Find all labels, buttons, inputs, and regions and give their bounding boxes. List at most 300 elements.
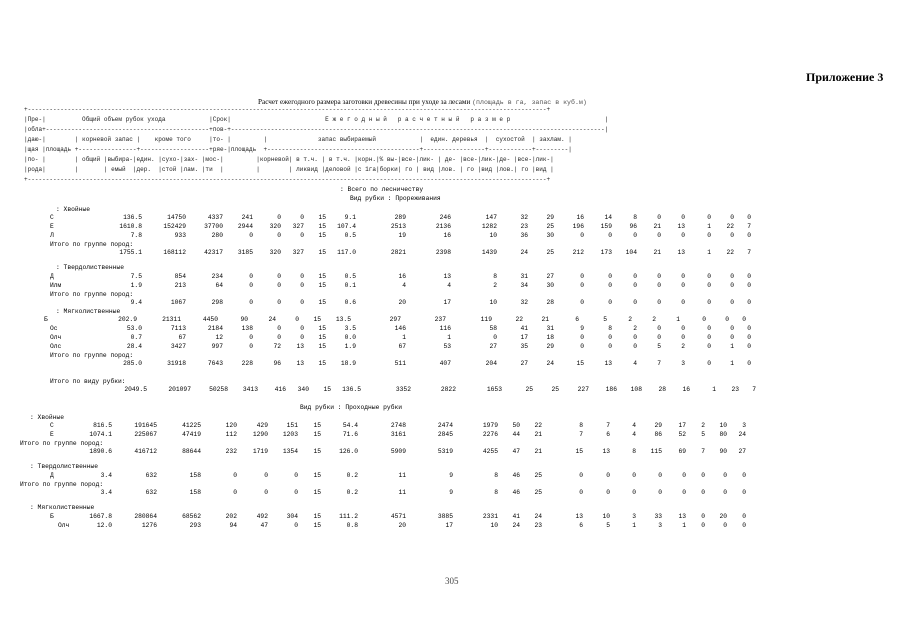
table-cell: 227: [577, 386, 589, 393]
table-cell: 10: [719, 422, 727, 429]
table-cell: 3: [742, 422, 746, 429]
table-cell: 0: [681, 334, 685, 341]
table-cell: 1276: [141, 522, 157, 529]
table-cell: 7: [606, 422, 610, 429]
table-cell: 340: [297, 386, 309, 393]
species-code: Д: [50, 472, 54, 479]
table-cell: 204: [485, 360, 497, 367]
table-cell: 15: [313, 489, 321, 496]
table-cell: 0: [730, 273, 734, 280]
table-cell: 69: [678, 448, 686, 455]
table-cell: 1203: [282, 431, 298, 438]
table-cell: 24: [546, 360, 554, 367]
table-cell: 50: [512, 422, 520, 429]
table-cell: 0: [300, 325, 304, 332]
table-cell: 24: [268, 316, 276, 323]
table-cell: 2: [628, 316, 632, 323]
table-cell: 0: [747, 360, 751, 367]
table-cell: 21: [534, 431, 542, 438]
table-cell: 15: [318, 214, 326, 221]
table-cell: 107.4: [337, 223, 356, 230]
table-cell: 0: [233, 489, 237, 496]
table-cell: 0: [730, 299, 734, 306]
table-cell: 2: [493, 282, 497, 289]
table-cell: 2845: [437, 431, 453, 438]
table-cell: 9: [449, 472, 453, 479]
table-cell: 854: [174, 273, 186, 280]
table-cell: 202: [225, 513, 237, 520]
table-cell: 213: [174, 282, 186, 289]
table-cell: 80: [719, 431, 727, 438]
table-cell: 23: [534, 522, 542, 529]
table-cell: 50258: [209, 386, 228, 393]
table-cell: 2: [701, 422, 705, 429]
table-cell: 0: [657, 299, 661, 306]
table-cell: 0: [742, 489, 746, 496]
table-cell: 90: [719, 448, 727, 455]
table-cell: 1.9: [130, 282, 142, 289]
table-cell: 0: [701, 472, 705, 479]
table-cell: 67: [178, 334, 186, 341]
table-cell: 32: [520, 299, 528, 306]
table-cell: 0: [723, 522, 727, 529]
table-cell: 2944: [237, 223, 253, 230]
table-cell: 0: [682, 489, 686, 496]
table-cell: 1890.6: [89, 448, 112, 455]
table-cell: 21: [653, 223, 661, 230]
table-cell: 320: [269, 249, 281, 256]
table-cell: 4337: [207, 214, 223, 221]
table-cell: 120: [225, 422, 237, 429]
species-code: Б: [44, 316, 48, 323]
group-total-row: [50, 447, 850, 456]
table-cell: 15: [318, 325, 326, 332]
table-cell: 37700: [204, 223, 223, 230]
table-cell: 0: [249, 299, 253, 306]
table-row: [50, 430, 850, 439]
table-cell: 22: [726, 223, 734, 230]
table-cell: 0: [264, 472, 268, 479]
table-cell: 0: [681, 282, 685, 289]
header-line: |Пре-| Общий объем рубок ухода |Срок| Е ж е г о д н ы й р а с ч е т н ы й р а з м е р |: [24, 116, 609, 123]
table-cell: 0: [681, 273, 685, 280]
table-cell: 632: [145, 489, 157, 496]
table-cell: 15: [313, 448, 321, 455]
table-cell: 0: [742, 472, 746, 479]
table-cell: 90: [240, 316, 248, 323]
table-cell: 0: [606, 489, 610, 496]
table-cell: 0: [633, 343, 637, 350]
table-cell: 34: [520, 282, 528, 289]
table-cell: 0: [730, 282, 734, 289]
table-cell: 0: [657, 325, 661, 332]
table-cell: 0: [747, 334, 751, 341]
species-code: Л: [50, 232, 54, 239]
group-total-row: [50, 248, 850, 257]
group-total-label: Итого по группе пород:: [50, 352, 134, 359]
section-all-forestry: : Всего по лесничеству: [340, 186, 424, 193]
table-cell: 0: [633, 232, 637, 239]
table-cell: 4255: [482, 448, 498, 455]
table-cell: 0: [633, 334, 637, 341]
table-cell: 1: [730, 343, 734, 350]
table-cell: 3.4: [100, 472, 112, 479]
table-cell: 86: [654, 431, 662, 438]
table-cell: 0: [580, 334, 584, 341]
table-cell: 280: [211, 232, 223, 239]
table-cell: 234: [211, 273, 223, 280]
table-cell: 41: [520, 325, 528, 332]
table-cell: 5: [603, 316, 607, 323]
table-cell: 15: [318, 334, 326, 341]
table-cell: 146: [394, 325, 406, 332]
table-cell: 0: [580, 299, 584, 306]
table-row: [50, 521, 850, 530]
table-cell: 0: [277, 334, 281, 341]
species-code: Е: [50, 223, 54, 230]
table-cell: 159: [600, 223, 612, 230]
group-total-label: Итого по группе пород:: [20, 440, 104, 447]
table-cell: 9.1: [344, 214, 356, 221]
group-total-label: Итого по группе пород:: [50, 291, 134, 298]
table-cell: 0: [707, 232, 711, 239]
group-total-row: [50, 488, 850, 497]
table-cell: 22: [515, 316, 523, 323]
table-cell: 0: [633, 273, 637, 280]
table-cell: 0: [300, 214, 304, 221]
table-cell: 7.8: [130, 232, 142, 239]
table-cell: 0: [681, 325, 685, 332]
table-cell: 28.4: [126, 343, 142, 350]
table-cell: 35: [520, 343, 528, 350]
group-total-label: Итого по группе пород:: [50, 241, 134, 248]
group-total-row: [50, 298, 850, 307]
table-cell: 33: [654, 513, 662, 520]
table-cell: 4571: [390, 513, 406, 520]
header-line: |рода| | | емый |дер. |стой |лам. |ти | | | ликвид |деловой |с 1га|борки| го | вид |лов. | го |вид |лов.| го |вид |: [24, 166, 554, 173]
table-cell: 327: [292, 223, 304, 230]
table-cell: 4: [632, 422, 636, 429]
table-cell: 12.0: [96, 522, 112, 529]
table-cell: 0: [747, 325, 751, 332]
table-cell: 21: [541, 316, 549, 323]
table-cell: 7: [701, 448, 705, 455]
table-cell: 10: [489, 232, 497, 239]
table-cell: 96: [273, 360, 281, 367]
table-cell: 0: [580, 343, 584, 350]
table-cell: 8: [494, 472, 498, 479]
table-cell: 0: [277, 232, 281, 239]
table-cell: 0: [747, 232, 751, 239]
table-cell: 0: [657, 282, 661, 289]
table-cell: 1439: [481, 249, 497, 256]
table-cell: 13: [296, 360, 304, 367]
table-cell: 13: [443, 273, 451, 280]
table-cell: 15: [313, 431, 321, 438]
table-cell: 13: [678, 513, 686, 520]
table-cell: 19: [398, 232, 406, 239]
table-cell: 13: [604, 360, 612, 367]
table-cell: 0: [702, 316, 706, 323]
table-cell: 71.6: [342, 431, 358, 438]
table-cell: 7: [752, 386, 756, 393]
table-cell: 17: [520, 334, 528, 341]
table-cell: 1290: [252, 431, 268, 438]
table-cell: 0: [608, 273, 612, 280]
table-cell: 15: [313, 513, 321, 520]
table-cell: 27: [520, 360, 528, 367]
table-cell: 0: [294, 522, 298, 529]
table-cell: 31: [520, 273, 528, 280]
table-cell: 0: [707, 299, 711, 306]
table-cell: 13: [575, 513, 583, 520]
table-cell: 24: [738, 431, 746, 438]
table-cell: 46: [512, 489, 520, 496]
table-cell: 0: [277, 325, 281, 332]
table-cell: 3161: [390, 431, 406, 438]
table-cell: 3: [658, 522, 662, 529]
table-cell: 20: [719, 513, 727, 520]
table-cell: 0: [294, 472, 298, 479]
species-code: Ос: [50, 325, 58, 332]
table-cell: 1: [707, 223, 711, 230]
table-cell: 2276: [482, 431, 498, 438]
table-row: [50, 342, 850, 351]
table-cell: 17: [443, 299, 451, 306]
table-cell: 0: [264, 489, 268, 496]
table-cell: 17: [678, 422, 686, 429]
table-cell: 2474: [437, 422, 453, 429]
table-cell: 0: [249, 282, 253, 289]
table-cell: 53.0: [126, 325, 142, 332]
table-cell: 6: [575, 316, 579, 323]
table-cell: 96: [629, 223, 637, 230]
table-cell: 327: [292, 249, 304, 256]
table-cell: 304: [286, 513, 298, 520]
table-cell: 0: [580, 273, 584, 280]
table-cell: 0: [658, 489, 662, 496]
table-cell: 1: [682, 522, 686, 529]
table-cell: 0: [294, 489, 298, 496]
table-cell: 15: [313, 522, 321, 529]
table-cell: 22: [534, 422, 542, 429]
table-cell: 1: [712, 386, 716, 393]
table-cell: 0: [300, 282, 304, 289]
page-number: 305: [445, 576, 459, 586]
table-cell: 1: [730, 360, 734, 367]
table-cell: 1653: [486, 386, 502, 393]
table-cell: 10: [602, 513, 610, 520]
table-cell: 7: [747, 249, 751, 256]
table-cell: 31: [546, 325, 554, 332]
table-cell: 1979: [482, 422, 498, 429]
table-cell: 0.2: [346, 489, 358, 496]
table-cell: 3352: [395, 386, 411, 393]
table-cell: 0: [701, 513, 705, 520]
table-cell: 25: [525, 386, 533, 393]
table-cell: 2049.5: [124, 386, 147, 393]
table-cell: 0: [300, 232, 304, 239]
table-cell: 23: [731, 386, 739, 393]
table-cell: 23: [520, 223, 528, 230]
table-cell: 10: [490, 522, 498, 529]
table-cell: 15: [318, 360, 326, 367]
table-cell: 22: [726, 249, 734, 256]
table-cell: 27: [489, 343, 497, 350]
group-conifer: : Хвойные: [56, 206, 91, 213]
table-cell: 2821: [390, 249, 406, 256]
table-cell: 94: [229, 522, 237, 529]
table-cell: 3: [681, 360, 685, 367]
table-cell: 8: [608, 325, 612, 332]
table-row: [50, 333, 850, 342]
table-cell: 0: [701, 522, 705, 529]
group-softwood: : Мягколиственные: [30, 504, 95, 511]
table-cell: 0.6: [344, 299, 356, 306]
table-cell: 2: [652, 316, 656, 323]
table-cell: 13.5: [335, 316, 351, 323]
table-cell: 0.2: [346, 472, 358, 479]
table-cell: 136.5: [342, 386, 361, 393]
table-cell: 0: [682, 472, 686, 479]
table-cell: 15: [318, 249, 326, 256]
table-cell: 168112: [163, 249, 186, 256]
table-cell: 0.0: [344, 334, 356, 341]
table-row: [50, 213, 850, 222]
table-cell: 36: [520, 232, 528, 239]
table-cell: 13: [677, 249, 685, 256]
header-line: +-----------------------------------------------------------------------------------------------------------------------------------------------+: [24, 176, 551, 183]
table-cell: 5: [657, 343, 661, 350]
table-cell: 29: [654, 422, 662, 429]
table-cell: 0: [681, 232, 685, 239]
table-cell: 21311: [162, 316, 181, 323]
table-cell: 0: [277, 214, 281, 221]
species-code: Олс: [50, 343, 62, 350]
species-code: Олч: [58, 522, 70, 529]
table-cell: 8: [632, 448, 636, 455]
table-cell: 15: [576, 360, 584, 367]
table-cell: 0: [730, 232, 734, 239]
table-cell: 8: [633, 214, 637, 221]
table-cell: 0: [747, 299, 751, 306]
table-cell: 115: [650, 448, 662, 455]
table-cell: 42317: [204, 249, 223, 256]
table-cell: 0: [747, 343, 751, 350]
table-cell: 0: [249, 273, 253, 280]
table-cell: 280864: [134, 513, 157, 520]
table-cell: 3427: [170, 343, 186, 350]
table-cell: 289: [394, 214, 406, 221]
group-hardwood: : Твердолиственные: [56, 264, 125, 271]
table-cell: 16: [443, 232, 451, 239]
table-cell: 4: [447, 282, 451, 289]
table-cell: 1.9: [344, 343, 356, 350]
table-cell: 0: [657, 232, 661, 239]
table-cell: 14: [604, 214, 612, 221]
table-cell: 0: [633, 282, 637, 289]
table-cell: 4450: [202, 316, 218, 323]
table-cell: 1067: [170, 299, 186, 306]
table-cell: 0: [300, 299, 304, 306]
table-cell: 0: [742, 316, 746, 323]
table-cell: 54.4: [342, 422, 358, 429]
table-cell: 0: [608, 232, 612, 239]
table-cell: 0.8: [346, 522, 358, 529]
table-cell: 2: [633, 325, 637, 332]
table-cell: 1755.1: [119, 249, 142, 256]
table-cell: 0: [681, 214, 685, 221]
table-cell: 0: [249, 232, 253, 239]
table-cell: 293: [189, 522, 201, 529]
table-cell: 28: [546, 299, 554, 306]
group-softwood: : Мягколиственные: [56, 308, 121, 315]
table-cell: 429: [256, 422, 268, 429]
caption-units: (площадь в га, запас в куб.м): [472, 99, 587, 106]
table-cell: 0.7: [130, 334, 142, 341]
table-cell: 7: [657, 360, 661, 367]
table-cell: 9: [580, 325, 584, 332]
table-cell: 1: [447, 334, 451, 341]
table-cell: 47: [260, 522, 268, 529]
table-cell: 933: [174, 232, 186, 239]
table-cell: 9.4: [130, 299, 142, 306]
table-cell: 13: [677, 223, 685, 230]
section-cut-thinning: Вид рубки : Прореживания: [350, 195, 441, 202]
table-cell: 0: [300, 334, 304, 341]
table-cell: 25: [534, 472, 542, 479]
table-cell: 0: [657, 334, 661, 341]
table-cell: 5: [701, 431, 705, 438]
table-cell: 15: [318, 299, 326, 306]
appendix-label: Приложение 3: [806, 70, 884, 84]
species-code: Е: [50, 431, 54, 438]
table-cell: 20: [398, 522, 406, 529]
table-cell: 0: [681, 299, 685, 306]
table-cell: 5: [606, 522, 610, 529]
table-cell: 416: [274, 386, 286, 393]
table-cell: 116: [439, 325, 451, 332]
table-cell: 13: [296, 343, 304, 350]
table-cell: 3413: [242, 386, 258, 393]
table-cell: 151: [286, 422, 298, 429]
table-cell: 0: [277, 299, 281, 306]
table-cell: 0: [707, 360, 711, 367]
table-cell: 225067: [134, 431, 157, 438]
table-cell: 9: [449, 489, 453, 496]
table-row: [50, 281, 850, 290]
table-cell: 0: [707, 214, 711, 221]
table-cell: 0: [707, 334, 711, 341]
table-cell: 186: [605, 386, 617, 393]
table-cell: 24: [512, 522, 520, 529]
table-cell: 8: [494, 489, 498, 496]
table-cell: 0: [608, 343, 612, 350]
table-cell: 0: [249, 334, 253, 341]
table-cell: 16: [398, 273, 406, 280]
table-cell: 0: [723, 489, 727, 496]
table-cell: 147: [485, 214, 497, 221]
table-cell: 0: [579, 472, 583, 479]
table-cell: 88644: [182, 448, 201, 455]
table-cell: 632: [145, 472, 157, 479]
table-cell: 41: [512, 513, 520, 520]
group-total-label: Итого по группе пород:: [20, 481, 104, 488]
table-cell: 30: [546, 232, 554, 239]
table-row: [50, 324, 850, 333]
table-cell: 0: [707, 273, 711, 280]
table-cell: 15: [318, 282, 326, 289]
